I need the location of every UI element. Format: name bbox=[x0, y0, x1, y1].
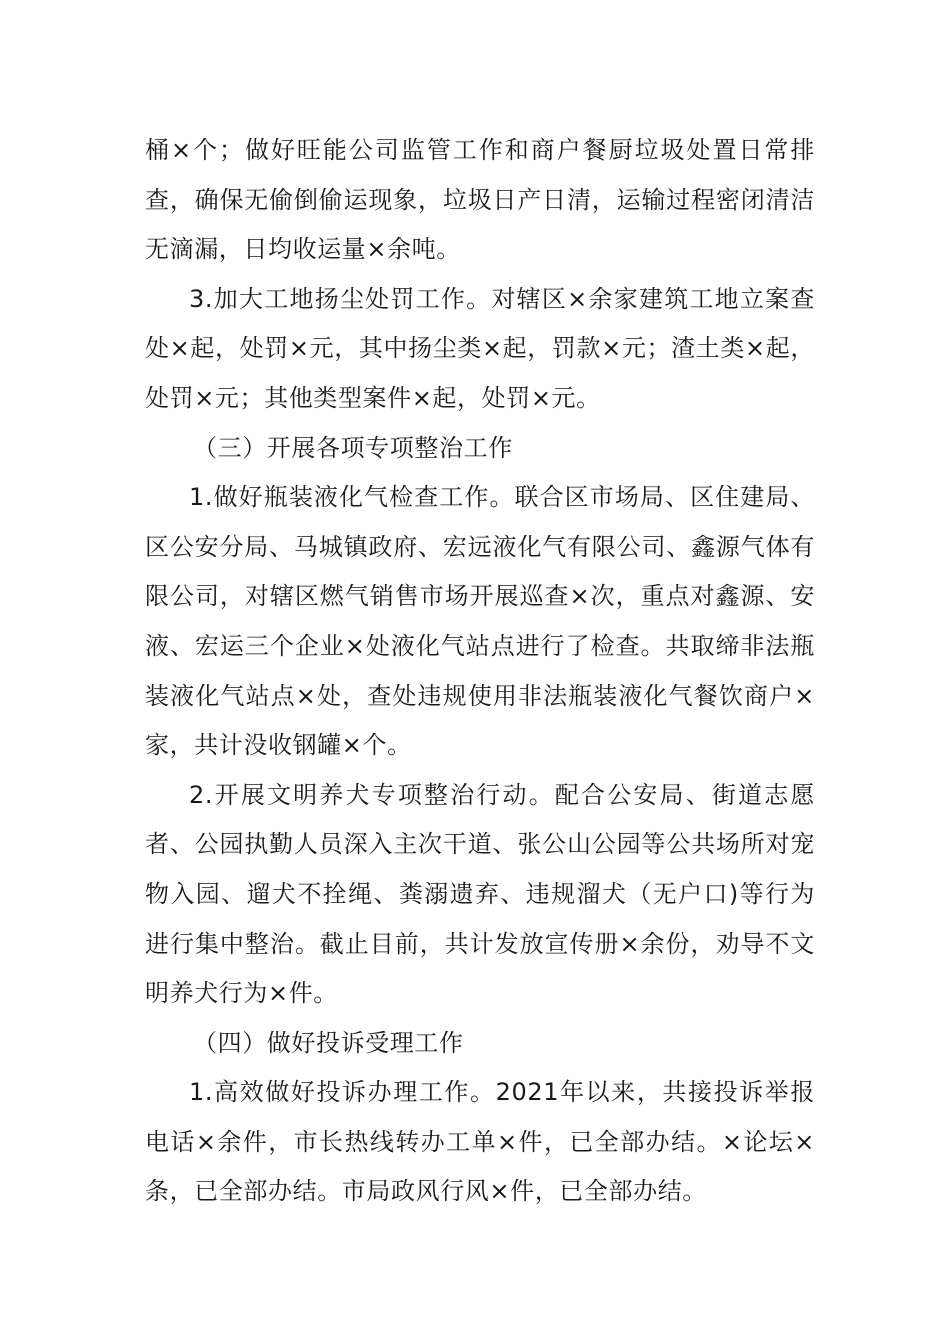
paragraph-kitchen-waste: 桶×个；做好旺能公司监管工作和商户餐厨垃圾处置日常排查，确保无偷倒偷运现象，垃圾日产日清，运输过程密闭清洁无滴漏，日均收运量×余吨。 bbox=[145, 136, 815, 264]
paragraph-complaint-handling: 1.高效做好投诉办理工作。2021年以来，共接投诉举报电话×余件，市长热线转办工单×件，已全部办结。×论坛×条，已全部办结。市局政风行风×件，已全部办结。 bbox=[145, 1078, 815, 1206]
section-heading-special-rectification: （三）开展各项专项整治工作 bbox=[193, 433, 513, 462]
section-heading-complaints: （四）做好投诉受理工作 bbox=[193, 1028, 464, 1057]
paragraph-dust-penalty: 3.加大工地扬尘处罚工作。对辖区×余家建筑工地立案查处×起，处罚×元，其中扬尘类×起，罚款×元；渣土类×起，处罚×元；其他类型案件×起，处罚×元。 bbox=[145, 284, 815, 412]
document-body bbox=[145, 126, 815, 1217]
paragraph-lpg-inspection: 1.做好瓶装液化气检查工作。联合区市场局、区住建局、区公安分局、马城镇政府、宏远液化气有限公司、鑫源气体有限公司，对辖区燃气销售市场开展巡查×次，重点对鑫源、安液、宏运三个企业×处液化气站点进行了检查。共取缔非法瓶装液化气站点×处，查处违规使用非法瓶装液化气餐饮商户×家，共计没收钢罐×个。 bbox=[145, 483, 815, 760]
paragraph-dog-rectification: 2.开展文明养犬专项整治行动。配合公安局、街道志愿者、公园执勤人员深入主次干道、张公山公园等公共场所对宠物入园、遛犬不拴绳、粪溺遗弃、违规溜犬（无户口)等行为进行集中整治。截止目前，共计发放宣传册×余份，劝导不文明养犬行为×件。 bbox=[145, 780, 815, 1008]
